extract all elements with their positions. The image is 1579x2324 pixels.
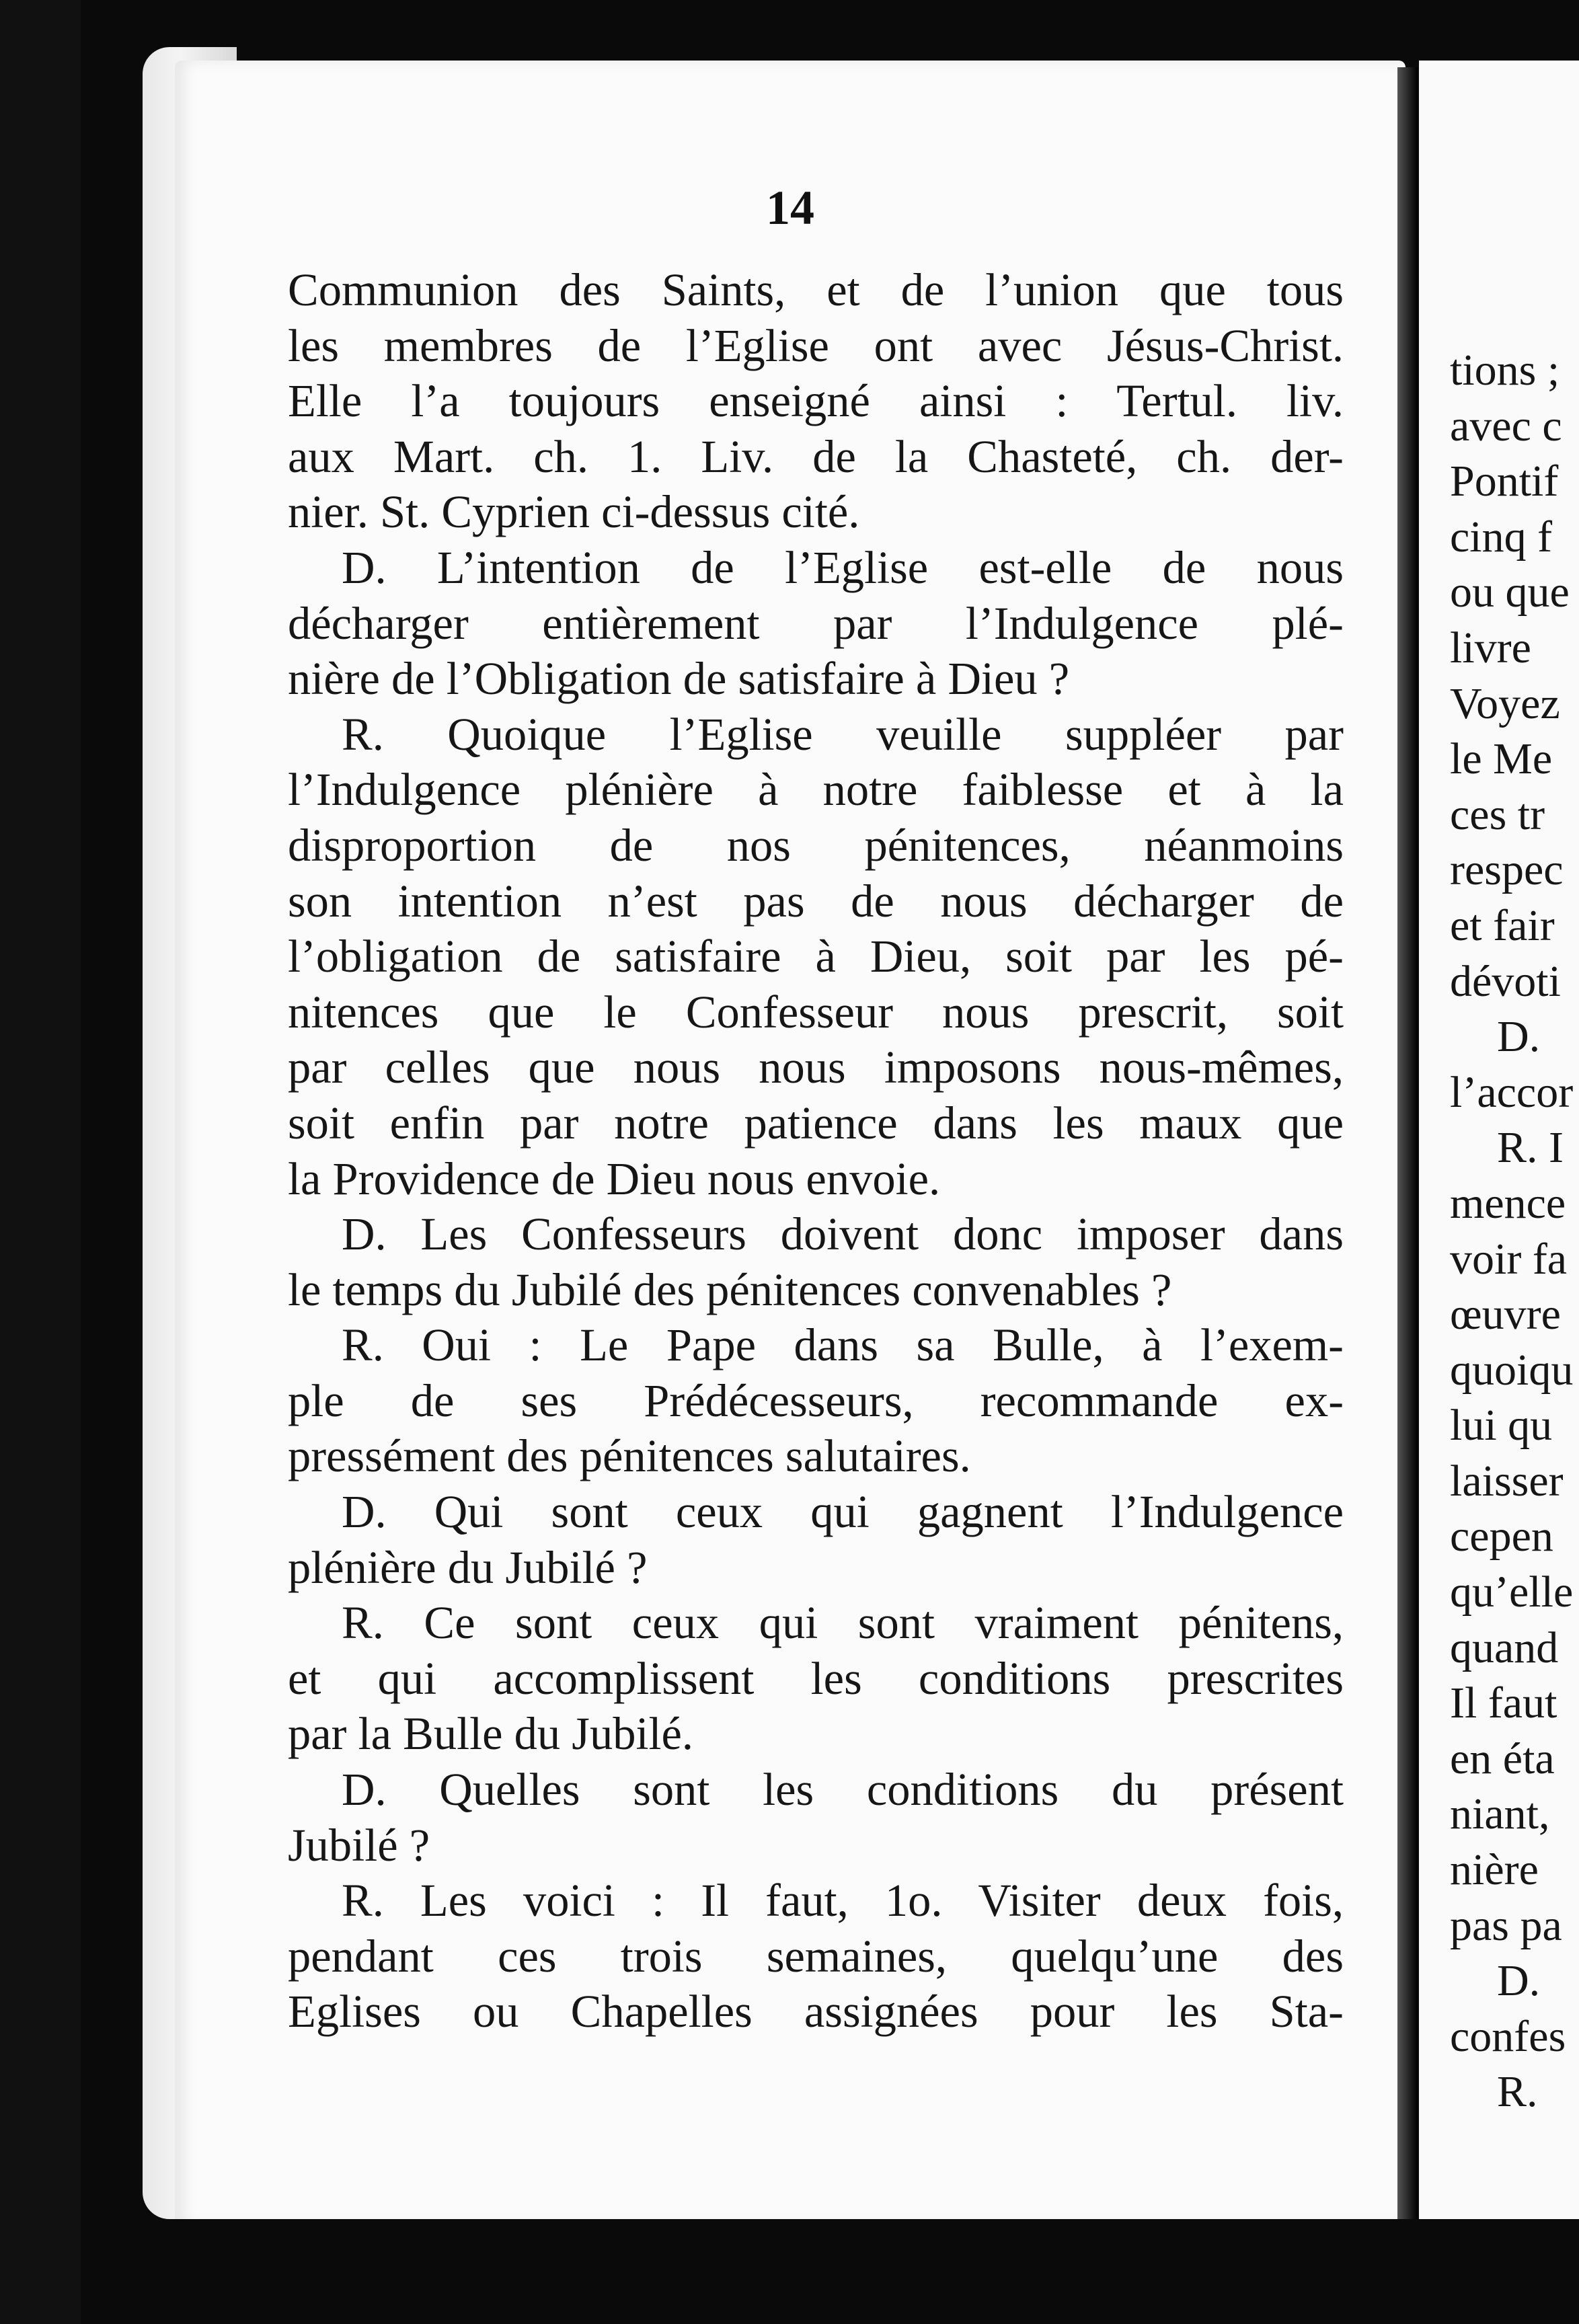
- facing-text-line: quoiqu: [1450, 1345, 1574, 1395]
- text-line: ple de ses Prédécesseurs, recommande ex-: [288, 1374, 1344, 1426]
- facing-text-line: Voyez: [1450, 679, 1560, 728]
- facing-text-line: lui qu: [1450, 1401, 1553, 1450]
- facing-text-line: cepen: [1450, 1512, 1553, 1561]
- facing-text-line: R. I: [1497, 1123, 1564, 1173]
- facing-text-line: ces tr: [1450, 789, 1545, 839]
- facing-text-line: avec c: [1450, 401, 1562, 451]
- text-line: D. Les Confesseurs doivent donc imposer dans: [342, 1208, 1344, 1260]
- text-line: nière de l’Obligation de satisfaire à Dieu ?: [288, 653, 1070, 705]
- text-line: pressément des pénitences salutaires.: [288, 1430, 971, 1482]
- facing-text-line: R.: [1497, 2067, 1538, 2117]
- facing-text-line: mence: [1450, 1178, 1566, 1228]
- facing-text-line: D.: [1497, 1012, 1541, 1062]
- facing-text-line: l’accor: [1450, 1067, 1574, 1117]
- facing-text-line: et fair: [1450, 900, 1555, 950]
- text-line: par la Bulle du Jubilé.: [288, 1708, 694, 1760]
- facing-page: [1419, 61, 1579, 2226]
- text-line: Communion des Saints, et de l’union que tous: [288, 264, 1344, 315]
- text-line: les membres de l’Eglise ont avec Jésus-Christ.: [288, 319, 1344, 371]
- text-line: aux Mart. ch. 1. Liv. de la Chasteté, ch. der-: [288, 430, 1344, 482]
- text-line: D. L’intention de l’Eglise est-elle de nous: [342, 541, 1344, 593]
- page-number: 14: [766, 181, 814, 235]
- left-page: [175, 61, 1405, 2226]
- facing-text-line: voir fa: [1450, 1234, 1568, 1284]
- text-line: D. Quelles sont les conditions du présent: [342, 1764, 1344, 1816]
- facing-text-line: D.: [1497, 1956, 1541, 2006]
- page-body-text: [288, 262, 1344, 2040]
- facing-text-line: le Me: [1450, 734, 1553, 784]
- text-line: soit enfin par notre patience dans les maux que: [288, 1097, 1344, 1149]
- facing-text-line: Pontif: [1450, 457, 1559, 506]
- facing-text-line: pas pa: [1450, 1900, 1562, 1950]
- text-line: par celles que nous nous imposons nous-mêmes,: [288, 1042, 1344, 1093]
- text-line: Elle l’a toujours enseigné ainsi : Tertul. liv.: [288, 375, 1344, 427]
- text-line: disproportion de nos pénitences, néanmoins: [288, 819, 1344, 871]
- text-line: Jubilé ?: [288, 1819, 430, 1871]
- text-line: R. Ce sont ceux qui sont vraiment pénitens,: [342, 1597, 1344, 1649]
- facing-text-line: livre: [1450, 623, 1531, 672]
- bottom-shadow: [81, 2219, 1579, 2324]
- facing-text-line: quand: [1450, 1623, 1559, 1672]
- book-binding: [0, 0, 81, 2324]
- text-line: l’obligation de satisfaire à Dieu, soit par les pé-: [288, 931, 1344, 982]
- facing-text-line: Il faut: [1450, 1678, 1557, 1728]
- facing-text-line: ou que: [1450, 568, 1570, 617]
- text-line: Eglises ou Chapelles assignées pour les Sta-: [288, 1986, 1344, 2038]
- facing-text-line: laisser: [1450, 1456, 1564, 1506]
- facing-text-line: nière: [1450, 1845, 1539, 1895]
- text-line: plénière du Jubilé ?: [288, 1541, 648, 1593]
- text-line: R. Quoique l’Eglise veuille suppléer par: [342, 708, 1344, 760]
- facing-text-line: en éta: [1450, 1734, 1555, 1783]
- facing-text-line: confes: [1450, 2011, 1566, 2061]
- text-line: et qui accomplissent les conditions prescrites: [288, 1652, 1344, 1704]
- text-line: pendant ces trois semaines, quelqu’une des: [288, 1930, 1344, 1982]
- text-line: décharger entièrement par l’Indulgence plé-: [288, 597, 1344, 649]
- text-line: son intention n’est pas de nous décharger de: [288, 875, 1344, 927]
- text-line: R. Oui : Le Pape dans sa Bulle, à l’exem-: [342, 1319, 1344, 1371]
- text-line: R. Les voici : Il faut, 1o. Visiter deux fois,: [342, 1875, 1344, 1927]
- text-line: l’Indulgence plénière à notre faiblesse et à la: [288, 764, 1344, 816]
- facing-text-line: niant,: [1450, 1789, 1550, 1839]
- text-line: la Providence de Dieu nous envoie.: [288, 1153, 941, 1204]
- facing-text-line: œuvre: [1450, 1290, 1561, 1340]
- facing-text-line: dévoti: [1450, 956, 1561, 1006]
- facing-text-line: qu’elle: [1450, 1567, 1574, 1617]
- text-line: nitences que le Confesseur nous prescrit, soit: [288, 986, 1344, 1038]
- text-line: nier. St. Cyprien ci-dessus cité.: [288, 486, 860, 538]
- facing-text-line: cinq f: [1450, 512, 1553, 561]
- text-line: le temps du Jubilé des pénitences convenables ?: [288, 1264, 1172, 1315]
- facing-text-line: tions ;: [1450, 346, 1560, 395]
- text-line: D. Qui sont ceux qui gagnent l’Indulgence: [342, 1486, 1344, 1538]
- facing-text-line: respec: [1450, 845, 1564, 895]
- facing-page-text: [1450, 343, 1579, 2120]
- book-gutter: [1397, 67, 1418, 2219]
